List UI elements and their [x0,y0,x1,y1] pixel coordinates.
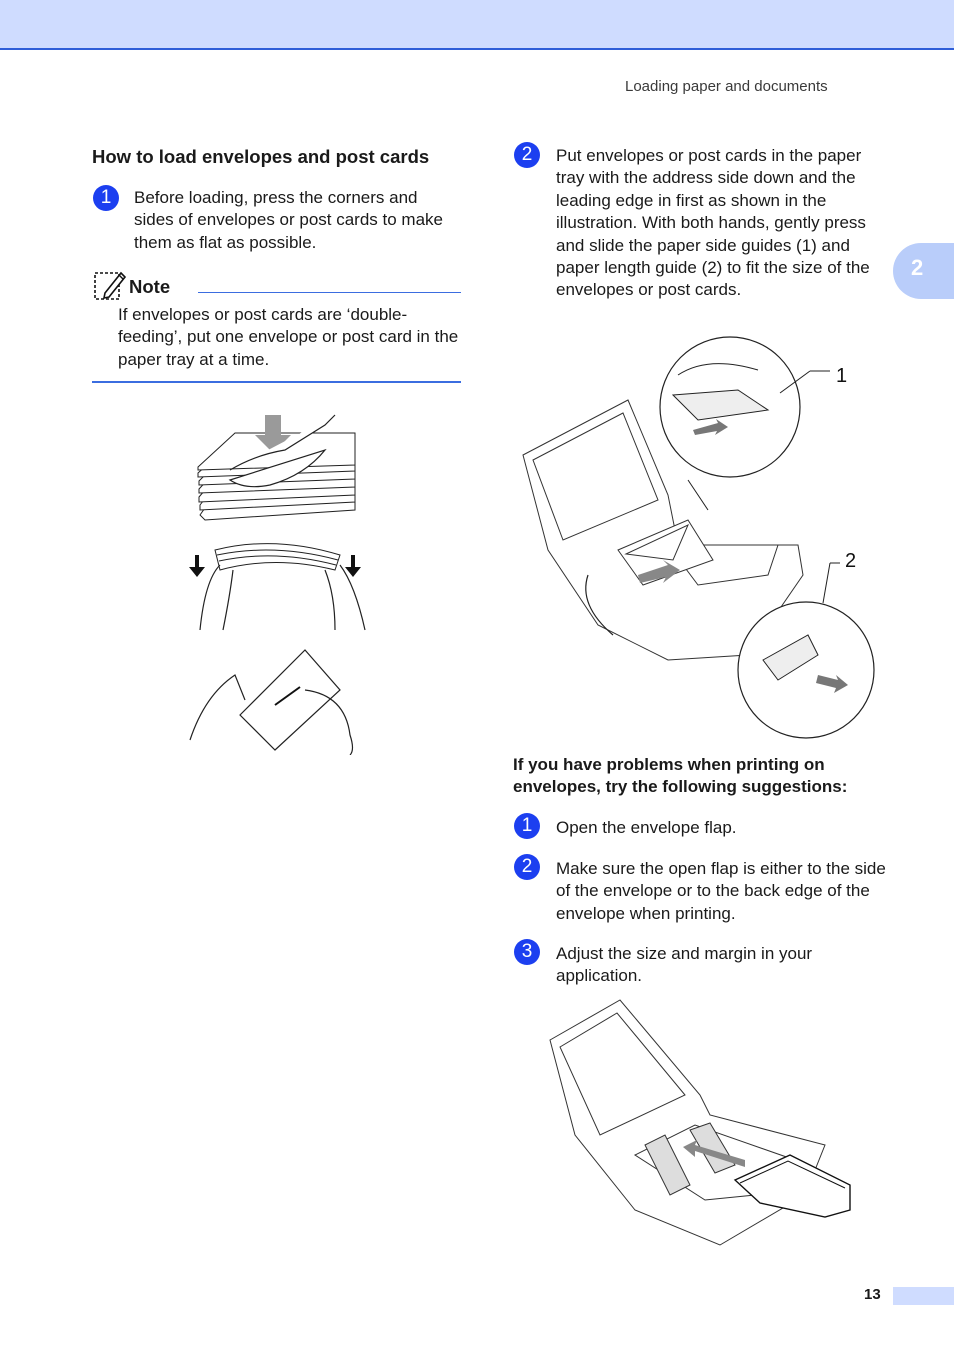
envelope-insert-illustration [545,995,855,1255]
callout-label: 2 [845,550,857,572]
top-band [0,0,954,50]
page-number: 13 [864,1286,881,1303]
step-text: Before loading, press the corners and sides of envelopes or post cards to make them as flat as possible. [134,188,443,252]
note-pencil-icon [93,269,127,301]
step-text: Adjust the size and margin in your application. [556,944,813,986]
step-text: Make sure the open flap is either to the side of the envelope or to the back edge of the envelope when printing. [556,859,886,923]
step-bullet: 1 [514,813,540,839]
step-bullet: 2 [514,142,540,168]
note-bottom-rule [92,381,461,383]
step-bullet: 1 [93,185,119,211]
note-text: If envelopes or post cards are ‘double-feeding’, put one envelope or post card in the paper tray at a time. [118,305,459,369]
chapter-number: 2 [911,255,924,280]
step-text: Put envelopes or post cards in the paper tray with the address side down and the leading edge in first as shown in the illustration. With both hands, gently press and slide the paper side guides (1) and paper length guide (2) to fit the size of the envelopes or post cards. [556,146,870,300]
running-head: Loading paper and documents [625,78,828,95]
paper-tray-guides-illustration [518,335,878,740]
envelope-flattening-illustration [185,405,370,755]
step-bullet: 2 [514,854,540,880]
note-title: Note [129,276,171,297]
step-bullet: 3 [514,939,540,965]
page-number-bar [893,1287,954,1305]
note-rule [198,292,461,293]
section-heading: How to load envelopes and post cards [92,146,430,167]
chapter-tab [893,243,954,299]
problems-heading: If you have problems when printing on envelopes, try the following suggestions: [513,755,848,797]
step-text: Open the envelope flap. [556,818,737,837]
callout-label: 1 [836,365,848,387]
